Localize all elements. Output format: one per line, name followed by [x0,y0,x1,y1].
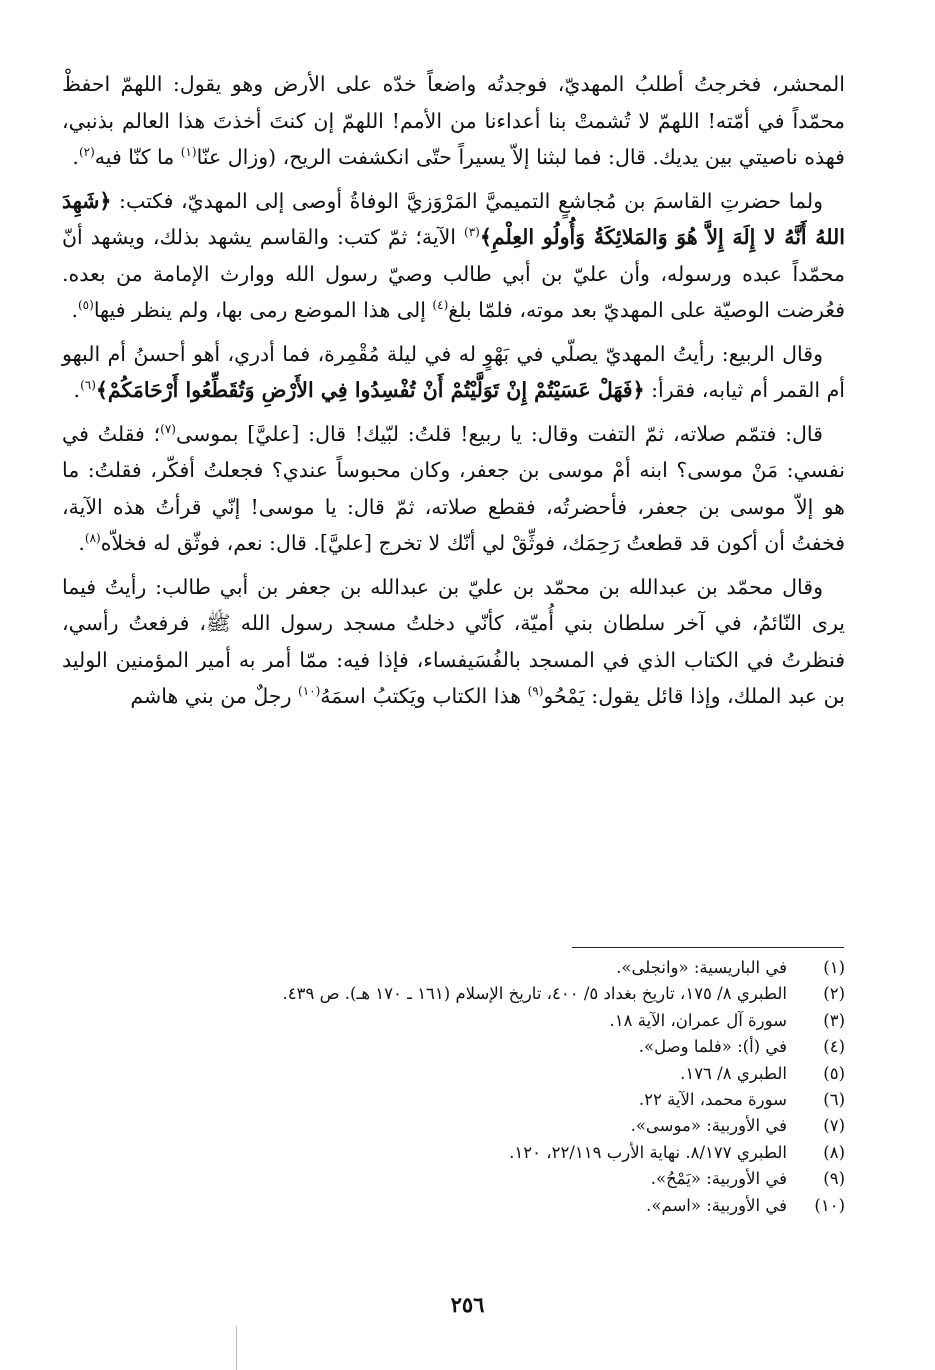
footnote-item [62,955,845,981]
text-run: . [72,145,79,169]
footnote-ref-9[interactable]: (٩) [527,684,544,699]
footnote-text: في الأوربية: «يَمْحُ». [650,1169,787,1189]
paragraph-5 [62,569,845,715]
footnote-number: (٥) [823,1063,845,1083]
footnote-text: في (أ): «فلما وصل». [638,1037,787,1057]
footnote-item [62,1166,845,1192]
footnote-item [62,1113,845,1139]
paragraph-3 [62,336,845,409]
footnote-ref-10[interactable]: (١٠) [298,684,321,699]
text-run: . [71,298,78,322]
quran-verse: ﴿شَهِدَ اللهُ أَنَّهُ لا إِلَهَ إِلاَّ هُوَ وَالمَلائِكَةُ وَأُولُو العِلْمِ﴾ [62,188,845,249]
footnote-item [62,1008,845,1034]
text-run: ما كنّا فيه [94,145,181,169]
page-number: ٢٥٦ [450,1292,485,1317]
footnote-number: (١٠) [814,1195,845,1215]
footnote-number: (٣) [823,1010,845,1030]
footnote-divider [572,947,844,948]
footnote-ref-6[interactable]: (٦) [80,378,96,393]
footnote-text: في الأوربية: «موسى». [630,1116,787,1136]
footnote-ref-8[interactable]: (٨) [84,531,101,546]
footnote-text: في الأوربية: «اسم». [646,1195,787,1215]
text-run: . [73,378,81,402]
footnote-number: (٦) [823,1090,845,1110]
paragraph-1 [62,66,845,176]
footnote-item [62,981,845,1007]
text-run: إلى هذا الموضع رمى بها، ولم ينظر فيها [93,298,433,322]
footnote-ref-7[interactable]: (٧) [160,421,176,436]
footnote-item [62,1140,845,1166]
footnote-number: (٢) [823,984,845,1004]
footnote-ref-1[interactable]: (١) [180,145,197,160]
paragraph-2 [62,183,845,329]
footnote-text: سورة آل عمران، الآية ١٨. [609,1010,787,1030]
footnote-text: في الباريسية: «وانجلى». [616,958,787,977]
text-run: ؛ فقلتُ في نفسي: مَنْ موسى؟ ابنه أمْ موسى بن جعفر، وكان محبوساً عندي؟ فجعلتُ أفكّر، فقلتُ: ما هو إلاّ موسى بن جعفر، فأحضرتُه، فقطع صلاته، ثمّ قال: يا موسى! إنّي قرأتُ هذه الآية، فخفتُ أن أكون قد قطعتُ رَحِمَك، فوثِّقْ لي أنّك لا تخرج [عليَّ]. قال: نعم، فوثّق له فخلاّه [62,421,845,555]
footnote-ref-5[interactable]: (٥) [77,298,94,313]
scan-edge-line [236,1326,237,1370]
text-run: المحشر، فخرجتُ أطلبُ المهديّ، فوجدتُه واضعاً خدّه على الأرض وهو يقول: اللهمّ احفظْ محمّداً في أمّته! اللهمّ لا تُشمتْ بنا أعداءنا من الأمم! اللهمّ إن كنتَ أخذتَ هذا العالم بذنبي، فهذه ناصيتي بين يديك. قال: فما لبثنا إلاّ يسيراً حتّى انكشفت الريح، (وزال عنّا [62,72,845,169]
footnote-text: الطبري ٨/ ١٧٥، تاريخ بغداد ٥/ ٤٠٠، تاريخ الإسلام (١٦١ ـ ١٧٠ هـ). ص ٤٣٩. [282,984,787,1004]
footnotes-list [62,955,845,1219]
text-run: ولما حضرتِ القاسمَ بن مُجاشعٍ التميميَّ المَرْوَزيَّ الوفاةُ أوصى إلى المهديّ، فكتب: [111,188,823,213]
footnote-number: (١) [823,958,845,977]
footnote-item [62,1087,845,1113]
text-run: هذا الكتاب ويَكتبُ اسمَهُ [320,684,528,708]
text-run: الآية؛ ثمّ كتب: والقاسم يشهد بذلك، ويشهد أنّ محمّداً عبده ورسوله، وأن عليّ بن أبي طالب وصيّ رسول الله ووارث الإمامة من بعده. فعُرضت الوصيّة على المهديّ بعد موته، فلمّا بلغ [62,225,845,322]
text-run: وقال محمّد بن عبدالله بن محمّد بن عليّ بن عبدالله بن جعفر بن أبي طالب: رأيتُ فيما يرى النّائمُ، في آخر سلطان بني أُميّة، كأنّي دخلتُ مسجد رسول الله ﷺ، فرفعتُ رأسي، فنظرتُ في الكتاب الذي في المسجد بالفُسَيفساء، فإذا فيه: ممّا أمر به أمير المؤمنين الوليد بن عبد الملك، وإذا قائل يقول: يَمْحُو [62,574,845,708]
footnote-ref-2[interactable]: (٢) [78,145,95,160]
footnote-text: سورة محمد، الآية ٢٢. [638,1090,787,1110]
quran-verse: ﴿فَهَلْ عَسَيْتُمْ إِنْ تَوَلَّيْتُمْ أَنْ تُفْسِدُوا فِي الأَرْضِ وَتُقَطِّعُوا أَرْحَامَكُمْ﴾ [95,378,645,402]
text-run: . [78,531,85,555]
footnote-number: (٨) [823,1142,845,1162]
main-text [62,66,845,722]
footnote-text: الطبري ٨/١٧٧. نهاية الأرب ٢٢/١١٩، ١٢٠. [509,1142,787,1162]
paragraph-4 [62,416,845,562]
footnote-number: (٤) [823,1037,845,1057]
footnote-ref-4[interactable]: (٤) [432,298,449,313]
text-run: قال: فتمّم صلاته، ثمّ التفت وقال: يا ربيع! قلتُ: لبّيك! قال: [عليَّ] بموسى [175,421,823,446]
footnote-text: الطبري ٨/ ١٧٦. [680,1063,787,1083]
footnote-item [62,1061,845,1087]
footnote-ref-3[interactable]: (٣) [464,225,480,240]
footnote-item [62,1193,845,1219]
text-run: رجلٌ من بني هاشم [130,684,298,708]
footnote-number: (٩) [823,1169,845,1189]
text-run: وقال الربيع: رأيتُ المهديّ يصلّي في بَهْوٍ له في ليلة مُقْمِرة، فما أدري، أهو أحسنُ أم البهو أم القمر أم ثيابه، فقرأ: [62,341,845,402]
footnote-item [62,1034,845,1060]
footnote-number: (٧) [823,1116,845,1136]
